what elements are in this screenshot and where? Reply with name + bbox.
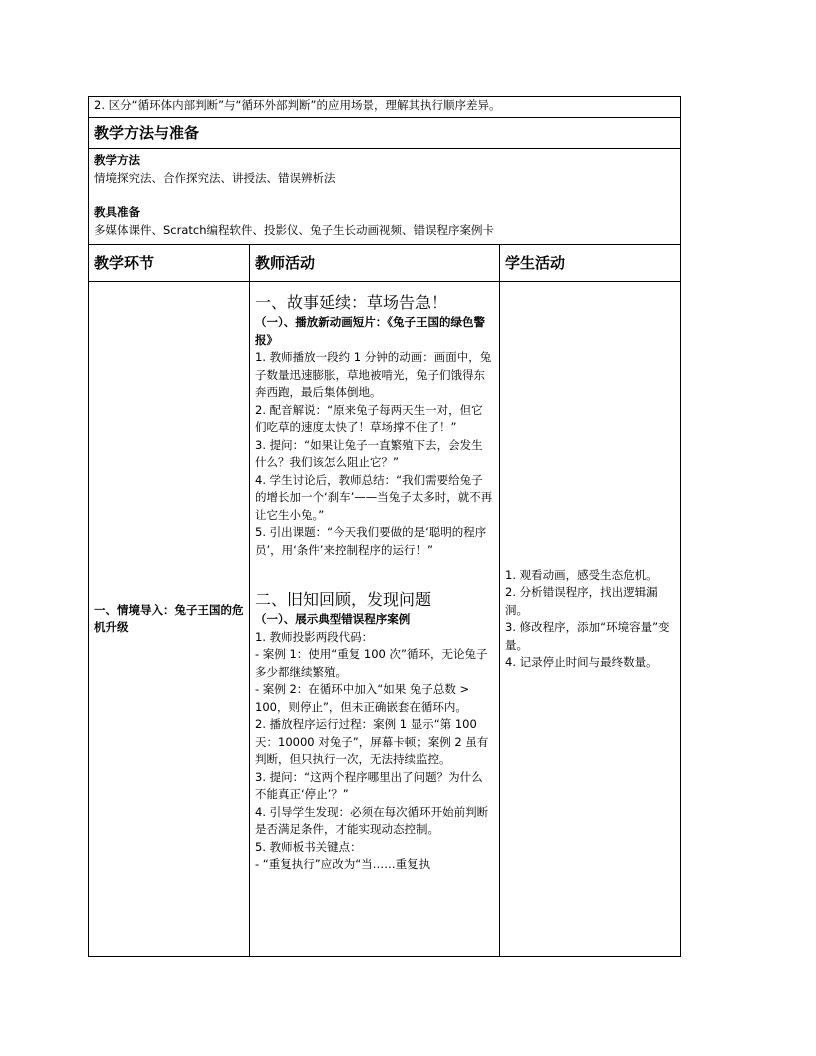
header-student: 学生活动 [500, 245, 681, 282]
spacer [94, 187, 675, 204]
part2-item: - “重复执行”应改为“当……重复执 [255, 857, 431, 871]
part2-item: 1. 教师投影两段代码： [255, 629, 374, 644]
part2-subheading: （一）、展示典型错误程序案例 [255, 612, 411, 626]
tools-label: 教具准备 [94, 205, 140, 219]
teacher-cell [250, 282, 500, 957]
part1-item: 2. 配音解说：“原来兔子每两天生一对，但它们吃草的速度太快了！草场撑不住了！” [255, 402, 483, 434]
part2-heading: 二、旧知回顾，发现问题 [255, 590, 432, 609]
methods-title-row [89, 118, 681, 149]
tools-text: 多媒体课件、Scratch编程软件、投影仪、兔子生长动画视频、错误程序案例卡 [94, 222, 495, 237]
part2-item: 5. 教师板书关键点： [255, 839, 362, 854]
part1-subheading: （一）、播放新动画短片：《兔子王国的绿色警报》 [255, 315, 485, 347]
part2-item: 3. 提问：“这两个程序哪里出了问题？为什么不能真正‘停止’？” [255, 769, 483, 801]
objective-text: 2. 区分“循环体内部判断”与“循环外部判断”的应用场景，理解其执行顺序差异。 [94, 98, 501, 112]
section-title: 教学方法与准备 [94, 123, 200, 142]
methods-label: 教学方法 [94, 153, 140, 167]
stage-cell [89, 282, 250, 957]
methods-title-cell [89, 118, 681, 149]
part2-item: - 案例 1：使用“重复 100 次”循环，无论兔子多少都继续繁殖。 [255, 647, 488, 679]
student-activity-item: 2. 分析错误程序，找出逻辑漏洞。 [505, 585, 658, 617]
student-activity-item: 3. 修改程序，添加“环境容量”变量。 [505, 620, 670, 652]
student-cell [500, 282, 681, 957]
methods-text: 情境探究法、合作探究法、讲授法、错误辨析法 [94, 170, 336, 185]
part1-heading: 一、故事延续：草场告急！ [255, 293, 448, 312]
objective-cell [89, 97, 681, 118]
part2-item: - 案例 2：在循环中加入“如果 兔子总数 > 100，则停止”，但未正确嵌套在循环内。 [255, 682, 470, 714]
part1-item: 1. 教师播放一段约 1 分钟的动画：画面中，兔子数量迅速膨胀，草地被啃光，兔子们饿得东奔西跑，最后集体倒地。 [255, 350, 492, 399]
part2-item: 4. 引导学生发现：必须在每次循环开始前判断是否满足条件，才能实现动态控制。 [255, 804, 489, 836]
student-activity-item: 4. 记录停止时间与最终数量。 [505, 655, 658, 669]
part1-item: 3. 提问：“如果让兔子一直繁殖下去，会发生什么？我们该怎么阻止它？” [255, 437, 483, 469]
methods-content-cell [89, 149, 681, 245]
objective-row [89, 97, 681, 118]
part1-item: 4. 学生讨论后，教师总结：“我们需要给兔子的增长加一个‘刹车’——当兔子太多时，就不再让它生小兔。” [255, 472, 493, 522]
header-row [89, 245, 681, 282]
part2-item: 2. 播放程序运行过程：案例 1 显示“第 100 天：10000 对兔子”，屏幕卡顿；案例 2 虽有判断，但只执行一次，无法持续监控。 [255, 717, 489, 766]
student-activity-item: 1. 观看动画，感受生态危机。 [505, 567, 658, 582]
lesson-plan-table [88, 96, 681, 957]
methods-content-row [89, 149, 681, 245]
spacer [255, 559, 494, 589]
part1-item: 5. 引出课题：“今天我们要做的是‘聪明的程序员’，用‘条件’来控制程序的运行！” [255, 525, 487, 557]
stage-name: 一、情境导入：兔子王国的危机升级 [94, 602, 244, 634]
stage-row [89, 282, 681, 957]
header-teacher: 教师活动 [250, 245, 500, 282]
student-activity-list [505, 567, 675, 672]
header-stage: 教学环节 [89, 245, 250, 282]
